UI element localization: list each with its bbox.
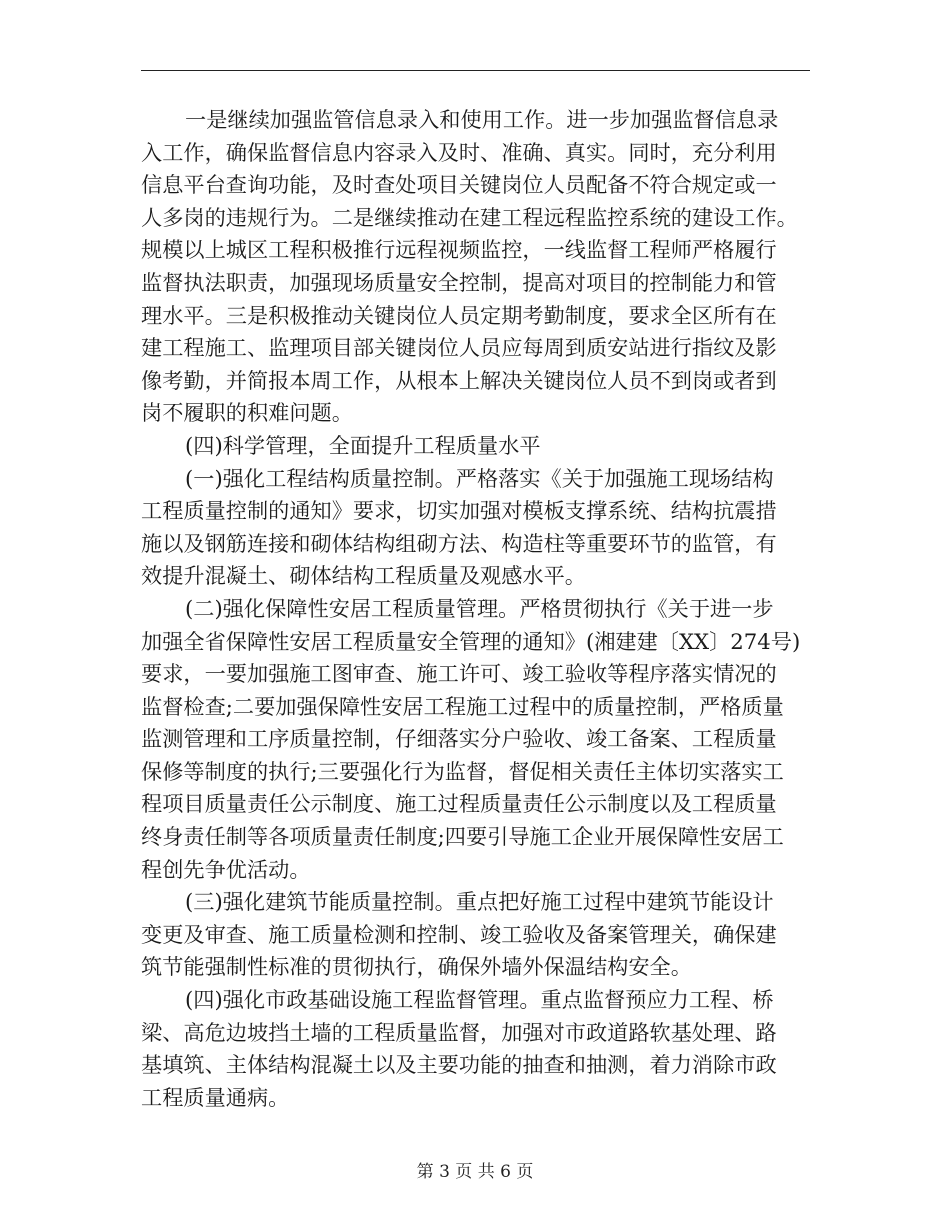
text-line: 程项目质量责任公示制度、施工过程质量责任公示制度以及工程质量 <box>141 791 777 817</box>
header-rule <box>141 70 810 71</box>
page-number: 第 3 页 共 6 页 <box>416 1162 534 1182</box>
text-line: 要求，一要加强施工图审查、施工许可、竣工验收等程序落实情况的 <box>141 661 777 687</box>
text-line: 规模以上城区工程积极推行远程视频监控，一线监督工程师严格履行 <box>141 237 777 263</box>
text-line: 信息平台查询功能，及时查处项目关键岗位人员配备不符合规定或一 <box>141 172 777 198</box>
text-line: 效提升混凝土、砌体结构工程质量及观感水平。 <box>141 563 586 589</box>
text-line: 人多岗的违规行为。二是继续推动在建工程远程监控系统的建设工作。 <box>141 204 798 230</box>
text-line: 筑节能强制性标准的贯彻执行，确保外墙外保温结构安全。 <box>141 954 692 980</box>
text-line: 入工作，确保监督信息内容录入及时、准确、真实。同时，充分利用 <box>141 139 777 165</box>
body-text <box>141 104 811 1114</box>
text-line: 监测管理和工序质量控制，仔细落实分户验收、竣工备案、工程质量 <box>141 726 777 752</box>
text-line: 终身责任制等各项质量责任制度;四要引导施工企业开展保障性安居工 <box>141 824 784 850</box>
text-line: (二)强化保障性安居工程质量管理。严格贯彻执行《关于进一步 <box>185 595 774 621</box>
text-line: 施以及钢筋连接和砌体结构组砌方法、构造柱等重要环节的监管，有 <box>141 530 777 556</box>
text-line: 保修等制度的执行;三要强化行为监督，督促相关责任主体切实落实工 <box>141 758 784 784</box>
text-line: (四)科学管理，全面提升工程质量水平 <box>185 432 541 458</box>
text-line: 监督检查;二要加强保障性安居工程施工过程中的质量控制，严格质量 <box>141 693 784 719</box>
text-line: (一)强化工程结构质量控制。严格落实《关于加强施工现场结构 <box>185 465 774 491</box>
text-line: 工程质量控制的通知》要求，切实加强对模板支撑系统、结构抗震措 <box>141 498 777 524</box>
text-line: 一是继续加强监管信息录入和使用工作。进一步加强监督信息录 <box>185 107 779 132</box>
text-line: 程创先争优活动。 <box>141 856 311 882</box>
text-line: 理水平。三是积极推动关键岗位人员定期考勤制度，要求全区所有在 <box>141 302 777 328</box>
text-line: 变更及审查、施工质量检测和控制、竣工验收及备案管理关，确保建 <box>141 921 777 947</box>
text-line: 加强全省保障性安居工程质量安全管理的通知》(湘建建〔XX〕274号) <box>141 628 801 654</box>
text-line: 工程质量通病。 <box>141 1084 290 1110</box>
text-line: 像考勤，并简报本周工作，从根本上解决关键岗位人员不到岗或者到 <box>141 367 777 393</box>
text-line: (三)强化建筑节能质量控制。重点把好施工过程中建筑节能设计 <box>185 889 774 915</box>
text-line: 基填筑、主体结构混凝土以及主要功能的抽查和抽测，着力消除市政 <box>141 1052 777 1078</box>
text-line: 梁、高危边坡挡土墙的工程质量监督，加强对市政道路软基处理、路 <box>141 1019 777 1045</box>
text-line: 监督执法职责，加强现场质量安全控制，提高对项目的控制能力和管 <box>141 269 777 295</box>
text-line: 岗不履职的积难问题。 <box>141 400 353 426</box>
text-line: (四)强化市政基础设施工程监督管理。重点监督预应力工程、桥 <box>185 987 774 1013</box>
text-line: 建工程施工、监理项目部关键岗位人员应每周到质安站进行指纹及影 <box>141 335 777 361</box>
